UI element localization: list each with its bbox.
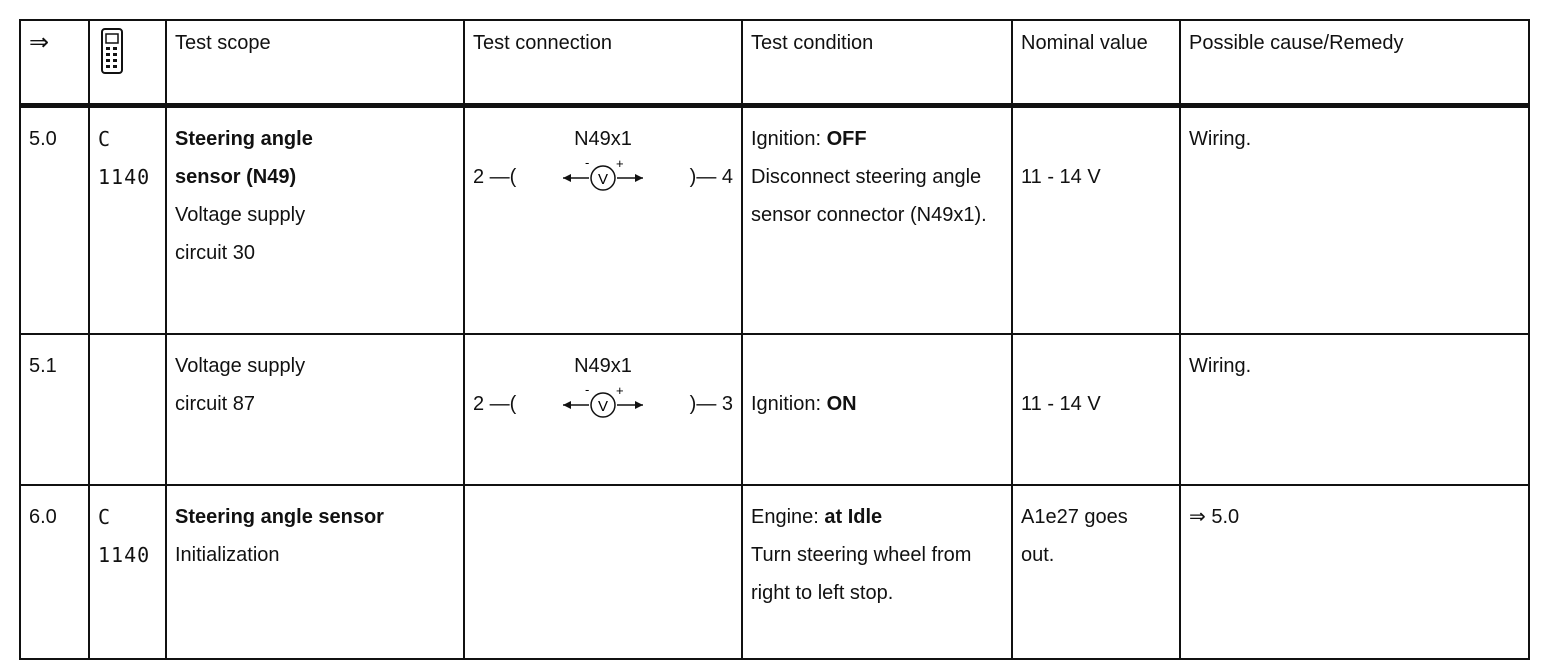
test-connection-cell xyxy=(464,334,742,485)
header-test-condition: Test condition xyxy=(742,20,1012,106)
svg-text:+: + xyxy=(616,156,624,171)
nominal-value-cell xyxy=(1012,106,1180,335)
nominal-value-cell xyxy=(1012,334,1180,485)
scope-text: circuit 87 xyxy=(175,393,256,415)
voltmeter-icon xyxy=(561,383,645,419)
header-test-scope: Test scope xyxy=(166,20,464,106)
test-condition-cell xyxy=(742,106,1012,335)
nominal-value-cell xyxy=(1012,485,1180,659)
fault-code xyxy=(89,334,166,485)
condition-value: at Idle xyxy=(824,506,883,528)
test-connection-cell xyxy=(464,485,742,659)
diagnostic-test-table-page xyxy=(19,19,1528,628)
test-scope-cell xyxy=(166,106,464,335)
condition-value: ON xyxy=(826,393,857,415)
header-step xyxy=(20,20,89,106)
connector-name: N49x1 xyxy=(574,355,632,377)
scope-text: Initialization xyxy=(175,544,280,566)
diagnostic-test-table xyxy=(19,19,1530,660)
scope-text: Voltage supply xyxy=(175,204,306,226)
condition-line xyxy=(751,120,1003,158)
connector-name: N49x1 xyxy=(574,128,632,150)
possible-cause-cell: ⇒ 5.0 xyxy=(1180,485,1529,659)
scope-title: sensor (N49) xyxy=(175,166,297,188)
condition-value: OFF xyxy=(826,128,867,150)
svg-text:-: - xyxy=(585,156,590,170)
pin-right: )— 4 xyxy=(689,166,733,188)
pin-left-number: 2 xyxy=(473,166,485,188)
test-scope-cell xyxy=(166,334,464,485)
condition-label: Ignition: xyxy=(751,393,827,415)
test-condition-cell xyxy=(742,334,1012,485)
voltmeter-icon xyxy=(561,156,645,192)
condition-label: Engine: xyxy=(751,506,825,528)
svg-text:+: + xyxy=(616,383,624,398)
table-row xyxy=(20,485,1529,659)
connection-diagram xyxy=(473,347,733,467)
scope-title: Steering angle xyxy=(175,128,313,150)
scope-text: circuit 30 xyxy=(175,242,256,264)
header-test-connection: Test connection xyxy=(464,20,742,106)
meter-symbol: V xyxy=(597,398,609,415)
condition-line: sensor connector (N49x1). xyxy=(751,204,987,226)
step-number: 5.0 xyxy=(20,106,89,335)
test-connection-cell xyxy=(464,106,742,335)
condition-line xyxy=(751,498,1003,536)
nominal-value: A1e27 goes xyxy=(1021,506,1128,528)
table-row xyxy=(20,334,1529,485)
nominal-value: out. xyxy=(1021,544,1055,566)
nominal-value: 11 - 14 V xyxy=(1021,393,1101,415)
table-row xyxy=(20,106,1529,335)
scope-text: Voltage supply xyxy=(175,355,306,377)
possible-cause-cell: Wiring. xyxy=(1180,334,1529,485)
pin-right: )— 3 xyxy=(689,393,733,415)
arrow-icon: ⇒ xyxy=(29,29,50,56)
header-nominal-value: Nominal value xyxy=(1012,20,1180,106)
pin-left: 2 —( xyxy=(473,393,517,415)
condition-line xyxy=(751,347,1003,423)
svg-text:-: - xyxy=(585,383,590,397)
test-condition-cell xyxy=(742,485,1012,659)
possible-cause-cell: Wiring. xyxy=(1180,106,1529,335)
fault-code: C 1140 xyxy=(89,485,166,659)
header-possible-cause: Possible cause/Remedy xyxy=(1180,20,1529,106)
connection-diagram xyxy=(473,120,733,240)
hand-tester-icon xyxy=(98,27,126,77)
meter-symbol: V xyxy=(597,171,609,188)
condition-line: Turn steering wheel from xyxy=(751,544,972,566)
fault-code: C 1140 xyxy=(89,106,166,335)
pin-left: 2 —( xyxy=(473,166,517,188)
step-number: 5.1 xyxy=(20,334,89,485)
pin-left-number: 2 xyxy=(473,393,485,415)
header-tester xyxy=(89,20,166,106)
pin-right-number: 4 xyxy=(721,166,733,188)
condition-line: Disconnect steering angle xyxy=(751,166,982,188)
step-number: 6.0 xyxy=(20,485,89,659)
test-scope-cell xyxy=(166,485,464,659)
condition-line: right to left stop. xyxy=(751,582,894,604)
condition-label: Ignition: xyxy=(751,128,827,150)
nominal-value: 11 - 14 V xyxy=(1021,166,1101,188)
table-header-row xyxy=(20,20,1529,106)
pin-right-number: 3 xyxy=(721,393,733,415)
scope-title: Steering angle sensor xyxy=(175,506,384,528)
